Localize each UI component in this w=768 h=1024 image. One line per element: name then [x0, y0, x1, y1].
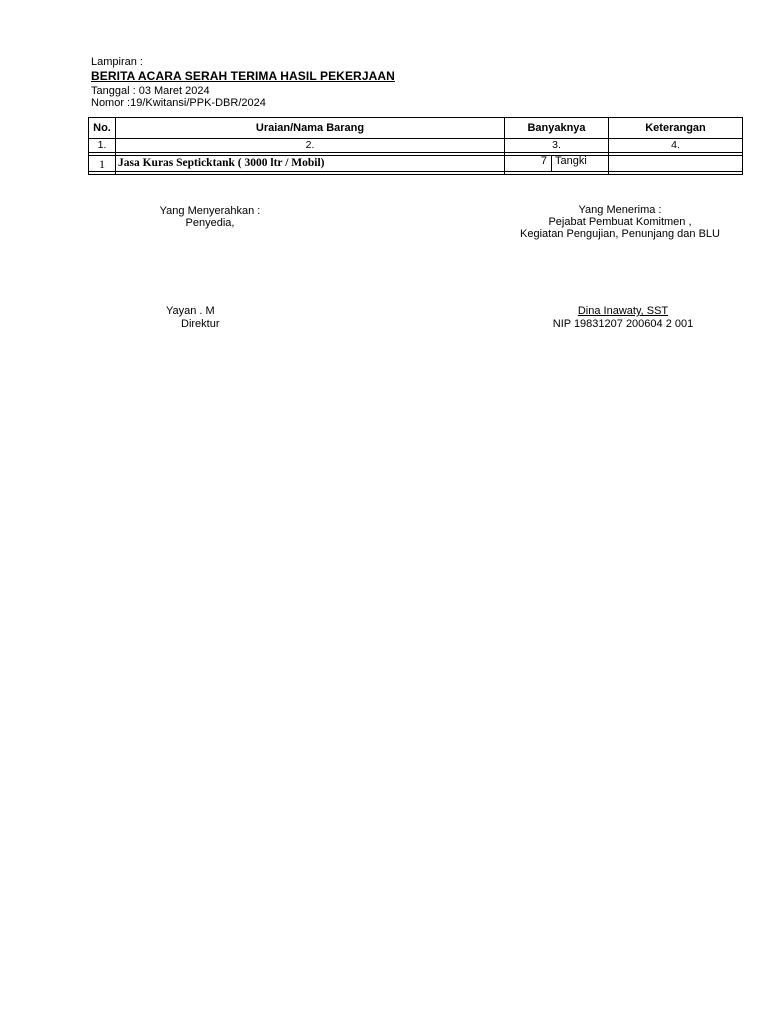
giver-name: Yayan . M: [166, 305, 215, 317]
receiver-label: Yang Menerima :: [578, 204, 662, 216]
column-header-remarks: Keterangan: [609, 118, 743, 139]
spacer-cell: [609, 172, 743, 175]
column-header-quantity: Banyaknya: [505, 118, 609, 139]
row-quantity-cell: [505, 156, 609, 172]
giver-label: Yang Menyerahkan :: [159, 205, 261, 217]
spacer-cell: [505, 172, 609, 175]
document-title: BERITA ACARA SERAH TERIMA HASIL PEKERJAAN: [91, 69, 395, 83]
column-number-3: 3.: [505, 139, 609, 153]
number-line: Nomor :19/Kwitansi/PPK-DBR/2024: [91, 97, 266, 109]
row-description: Jasa Kuras Septicktank ( 3000 ltr / Mobil): [116, 156, 505, 172]
giver-role: Penyedia,: [185, 217, 235, 229]
column-number-1: 1.: [89, 139, 116, 153]
column-number-2: 2.: [116, 139, 505, 153]
table-header-row: [89, 118, 743, 139]
table-row: [89, 156, 743, 172]
giver-position: Direktur: [181, 318, 220, 330]
receiver-role-line1: Pejabat Pembuat Komitmen ,: [548, 216, 692, 228]
receiver-name: [508, 305, 738, 317]
row-unit: Tangki: [555, 155, 587, 167]
attachment-label: Lampiran :: [91, 56, 143, 68]
column-number-row: [89, 139, 743, 153]
column-header-no: No.: [89, 118, 116, 139]
items-table: [88, 117, 743, 175]
receiver-name-text: Dina Inawaty, SST: [577, 305, 669, 317]
row-quantity: 7: [505, 156, 552, 171]
table-bottom-row: [89, 172, 743, 175]
column-number-4: 4.: [609, 139, 743, 153]
column-header-description: Uraian/Nama Barang: [116, 118, 505, 139]
receiver-nip: NIP 19831207 200604 2 001: [552, 318, 694, 330]
receiver-role-line2: Kegiatan Pengujian, Penunjang dan BLU: [520, 228, 720, 240]
spacer-cell: [89, 172, 116, 175]
row-number: 1: [89, 156, 116, 172]
spacer-cell: [116, 172, 505, 175]
row-remarks: [609, 156, 743, 172]
date-line: Tanggal : 03 Maret 2024: [91, 85, 210, 97]
